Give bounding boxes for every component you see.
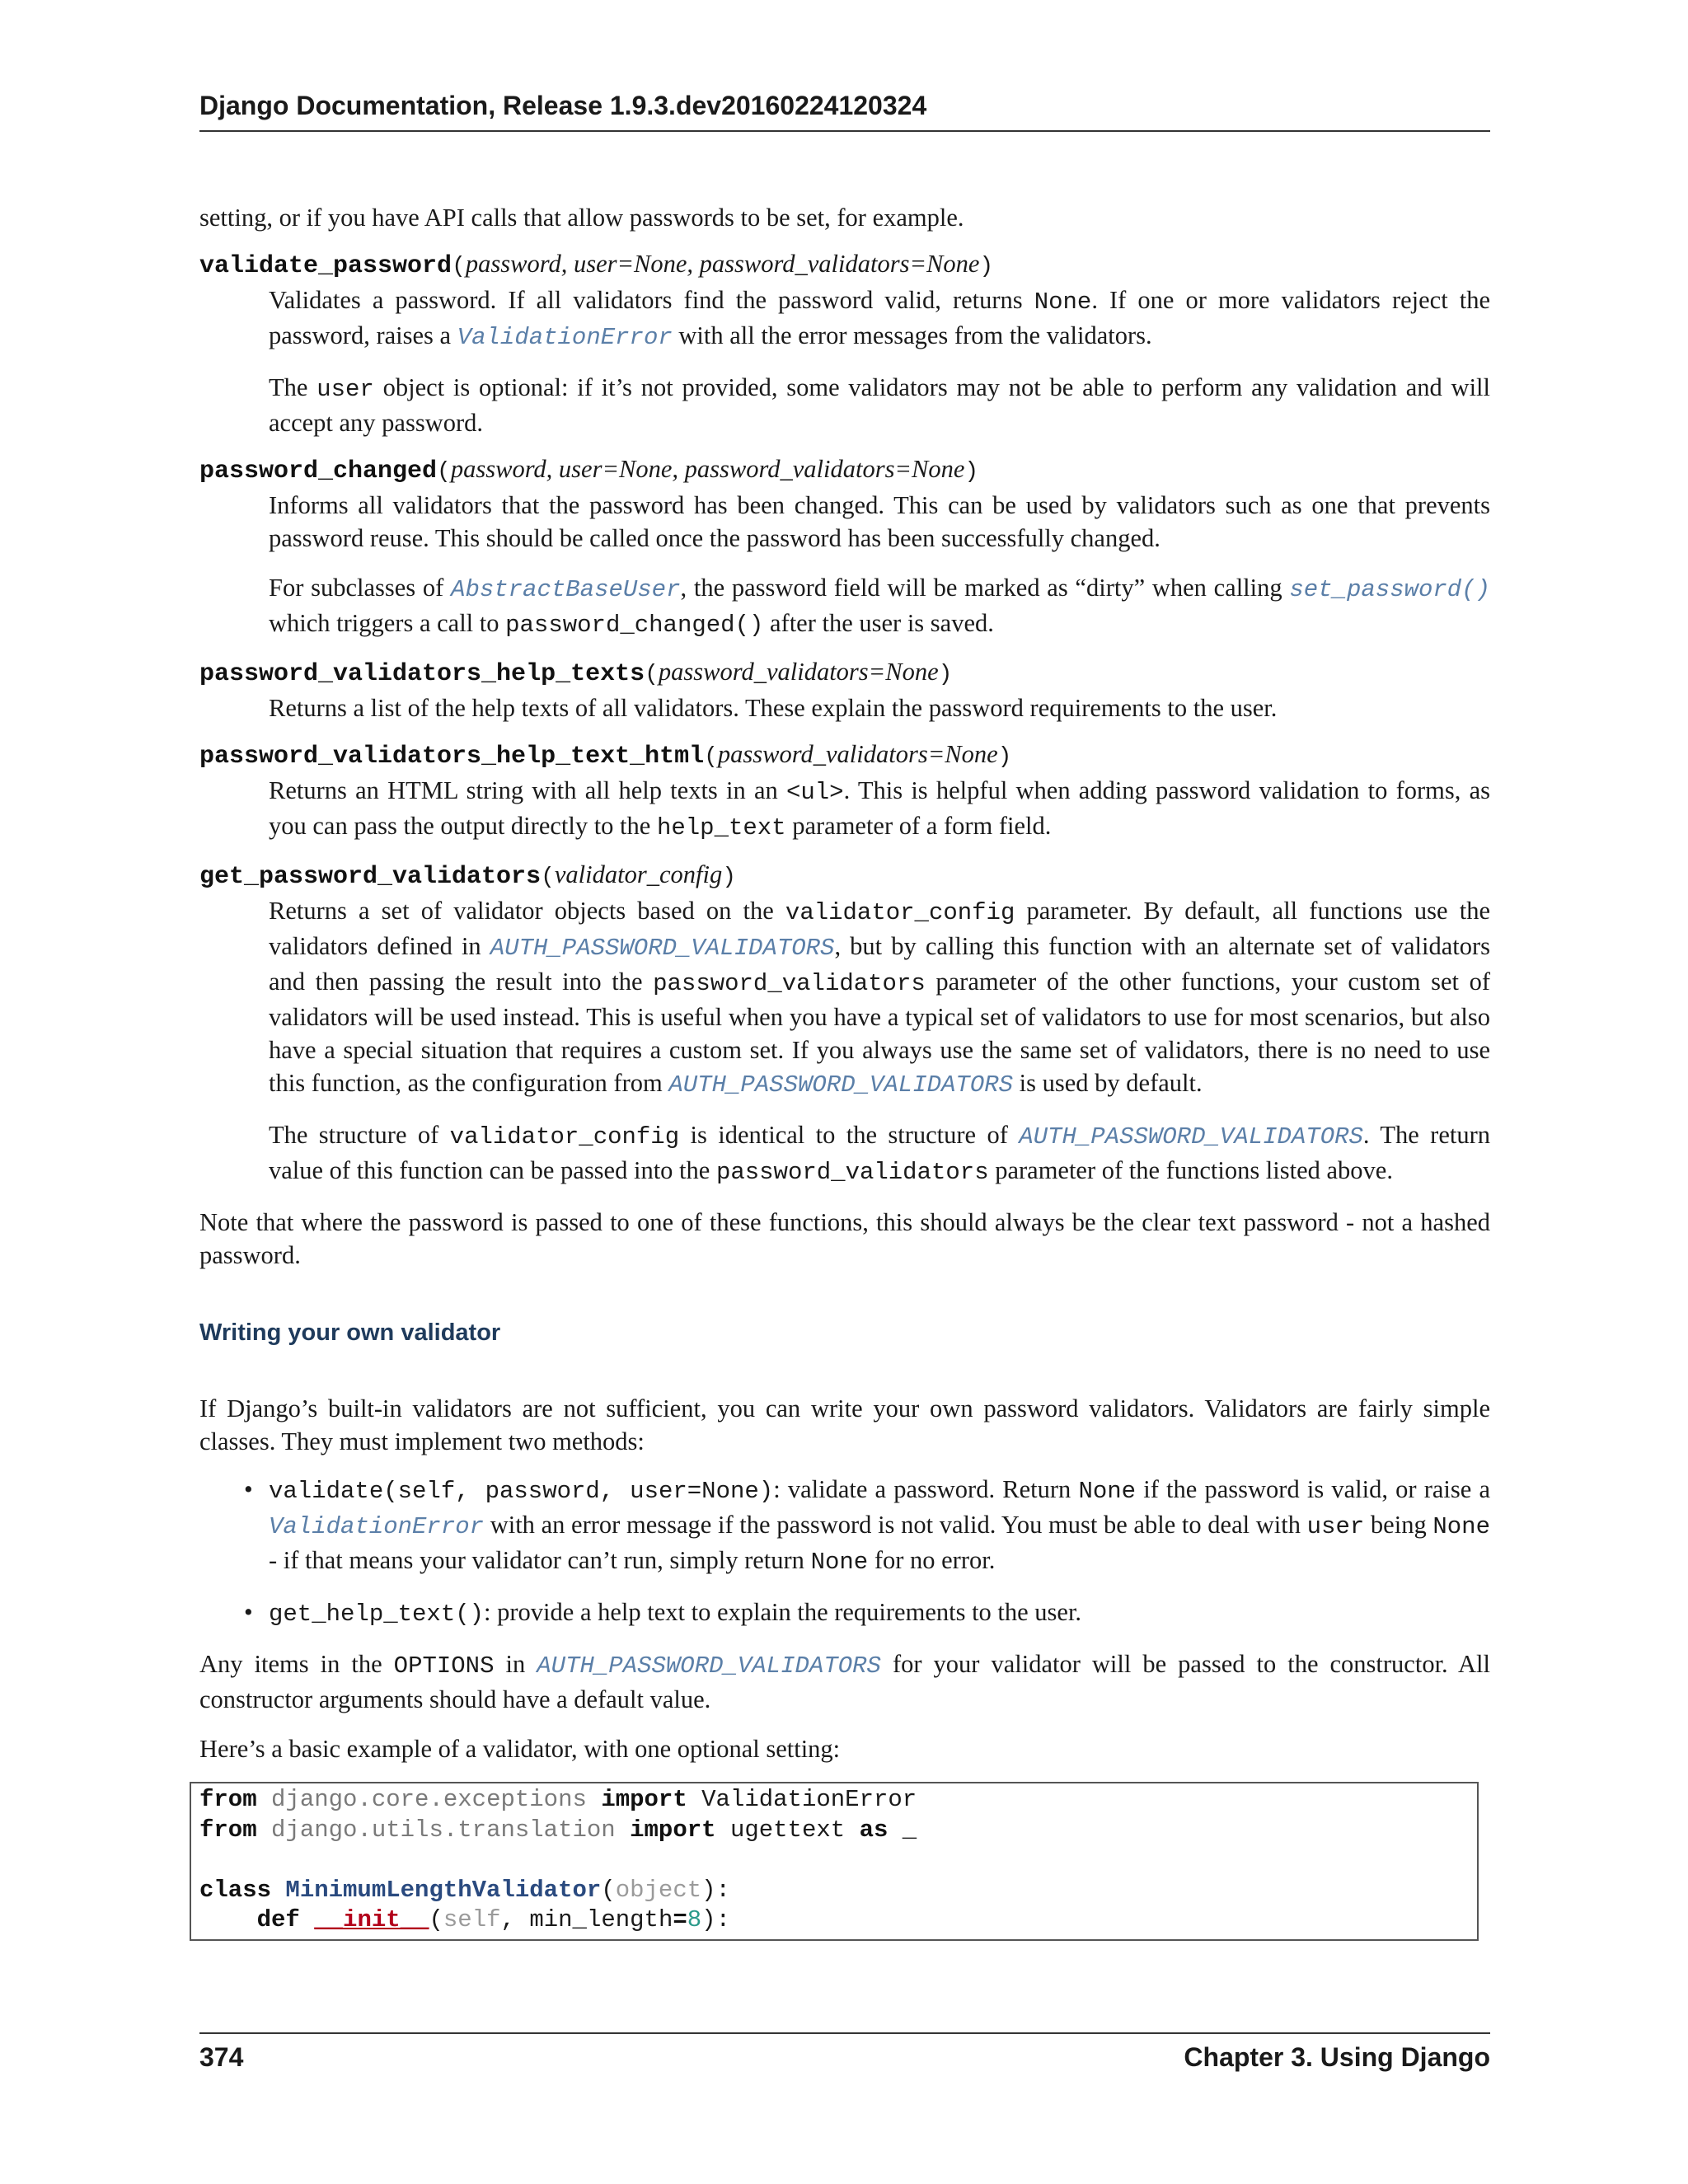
text: , but by calling this function with an alternate set of validators and then passing the result into the [269,932,1490,996]
options-paragraph [199,1647,1490,1716]
paragraph [269,371,1490,439]
section-intro: If Django’s built-in validators are not sufficient, you can write your own password validators. Validators are fairly simple classes. They must implement two methods: [199,1394,1490,1455]
text: for your validator will be passed to the constructor. All constructor arguments should have a default value. [199,1650,1490,1713]
inline-code: None [1078,1478,1137,1505]
link-abstract-base-user[interactable]: AbstractBaseUser [451,576,681,603]
paragraph [269,1118,1490,1189]
text: object is optional: if it’s not provided, some validators may not be able to perform any validation and will accept any password. [269,373,1490,437]
text: is used by default. [1013,1069,1203,1097]
func-password-changed [199,452,1490,642]
inline-code: validate(self, password, user=None) [269,1478,774,1505]
description [269,894,1490,1189]
inline-code: validator_config [449,1123,680,1151]
paragraph [269,284,1490,354]
text: with all the error messages from the validators. [672,321,1152,349]
text: if the password is valid, or raise a [1136,1475,1491,1503]
text: The structure of [269,1121,450,1149]
text: parameter. By default, all functions use the validators defined in [269,897,1490,960]
link-auth-password-validators[interactable]: AUTH_PASSWORD_VALIDATORS [537,1652,881,1680]
text: in [494,1650,537,1678]
inline-code: password_validators [653,970,926,997]
list-item [199,1473,1490,1579]
function-params: password_validators=None [717,740,998,768]
text: The [269,373,317,401]
document-page [199,0,1490,2184]
inline-code: None [810,1549,869,1576]
signature: get_password_validators(validator_config) [199,860,737,891]
text: parameter of the functions listed above. [988,1156,1393,1184]
code-keyword: class [199,1876,272,1904]
code-module: django.core.exceptions [271,1786,587,1813]
code-keyword: as [859,1816,889,1844]
method-list [199,1473,1490,1631]
paragraph: Informs all validators that the password has been changed. This can be used by validators such as one that prevents password reuse. This should be called once the password has been successfully changed. [269,491,1490,552]
paragraph [269,571,1490,642]
func-help-text-html [199,738,1490,845]
text: - if that means your validator can’t run, simply return [269,1546,811,1574]
code-module: django.utils.translation [271,1816,616,1844]
signature: validate_password(password, user=None, password_validators=None) [199,250,994,280]
signature: password_validators_help_text_html(password_validators=None) [199,740,1012,771]
func-validate-password [199,247,1490,439]
inline-code: password_validators [715,1159,989,1186]
code-function-name: __init__ [314,1906,429,1933]
running-header: Django Documentation, Release 1.9.3.dev20160224120324 [199,89,1490,132]
section-heading: Writing your own validator [199,1319,501,1346]
paragraph [269,1596,1490,1631]
code-keyword: import [630,1816,716,1844]
text: , the password field will be marked as “dirty” when calling [680,574,1290,602]
paragraph [269,1473,1490,1579]
code-keyword: def [256,1906,300,1933]
text: which triggers a call to [269,609,506,637]
link-set-password[interactable]: set_password() [1289,576,1491,603]
description [269,691,1490,724]
inline-code: help_text [656,814,786,841]
text: : provide a help text to explain the requirements to the user. [484,1598,1082,1626]
text: Any items in the [199,1650,394,1678]
function-params: password, user=None, password_validators=None [450,455,965,483]
link-validation-error[interactable]: ValidationError [457,324,673,351]
text: is identical to the structure of [679,1121,1020,1149]
note-text: Note that where the password is passed to one of these functions, this should always be the clear text password - not a hashed password. [199,1208,1490,1269]
text: . If one or more validators reject the password, raises a [269,286,1490,349]
function-name: password_validators_help_texts [199,660,645,688]
code-block: from django.core.exceptions import ValidationError from django.utils.translation import ugettext as _ class MinimumLengthValidator(object): def __init__(self, min_length=8): [190,1782,1479,1941]
code-name: _ [902,1816,917,1844]
text: Validates a password. If all validators find the password valid, returns [269,286,1034,314]
func-get-password-validators [199,858,1490,1189]
inline-code: user [1306,1513,1365,1540]
function-params: validator_config [554,860,723,888]
code-builtin: self [443,1906,501,1933]
description [269,774,1490,845]
text: For subclasses of [269,574,452,602]
inline-code: get_help_text() [269,1601,485,1628]
text: for no error. [868,1546,996,1574]
code-keyword: from [199,1816,257,1844]
text: parameter of the other functions, your custom set of validators will be used instead. This is useful when you have a typical set of validators to use for most scenarios, but also have a special situation that requires a custom set. If you always use the same set of validators, there is no need to use this function, as the configuration from [269,968,1491,1097]
code-builtin: object [615,1876,702,1904]
inline-code: <ul> [785,779,844,806]
signature: password_validators_help_texts(password_validators=None) [199,658,953,688]
description [269,284,1490,439]
function-name: validate_password [199,252,452,280]
text: being [1364,1511,1433,1539]
text: after the user is saved. [763,609,994,637]
function-params: password_validators=None [658,658,939,686]
link-auth-password-validators[interactable]: AUTH_PASSWORD_VALIDATORS [1019,1123,1363,1151]
paragraph [269,894,1490,1102]
code-name: ugettext [729,1816,846,1844]
code-number: 8 [687,1906,702,1933]
code-class-name: MinimumLengthValidator [285,1876,602,1904]
function-name: password_changed [199,457,438,485]
text: . This is helpful when adding password validation to forms, as you can pass the output directly to the [269,776,1490,840]
code-keyword: import [601,1786,687,1813]
page-number: 374 [199,2042,244,2072]
list-item [199,1596,1490,1631]
code-keyword: from [199,1786,257,1813]
inline-code: validator_config [785,899,1015,926]
text: . The return value of this function can be passed into the [269,1121,1490,1184]
signature: password_changed(password, user=None, password_validators=None) [199,455,979,485]
link-validation-error[interactable]: ValidationError [269,1513,485,1540]
inline-code: password_changed() [505,612,764,639]
example-intro: Here’s a basic example of a validator, with one optional setting: [199,1735,841,1763]
inline-code: user [316,376,374,403]
link-auth-password-validators[interactable]: AUTH_PASSWORD_VALIDATORS [490,935,835,962]
description [269,489,1490,642]
paragraph: Returns a list of the help texts of all validators. These explain the password requirements to the user. [269,694,1278,722]
func-help-texts [199,655,1490,724]
chapter-title: Chapter 3. Using Django [1184,2042,1490,2072]
intro-text: setting, or if you have API calls that allow passwords to be set, for example. [199,204,964,232]
inline-code: None [1432,1513,1490,1540]
inline-code: None [1034,288,1092,316]
text: with an error message if the password is not valid. You must be able to deal with [484,1511,1307,1539]
text: Returns a set of validator objects based on the [269,897,785,925]
bullet: • [244,1475,253,1503]
text: Returns an HTML string with all help texts in an [269,776,786,804]
function-params: password, user=None, password_validators=None [465,250,980,278]
code-name: min_length [529,1906,673,1933]
function-name: get_password_validators [199,863,542,891]
text: parameter of a form field. [785,812,1052,840]
code-name: ValidationError [701,1786,917,1813]
function-name: password_validators_help_text_html [199,743,705,771]
page-body [199,201,1490,1941]
text: : validate a password. Return [773,1475,1079,1503]
paragraph [269,774,1490,845]
running-footer [199,2032,1490,2074]
inline-code: OPTIONS [393,1652,495,1680]
bullet: • [244,1598,253,1626]
link-auth-password-validators[interactable]: AUTH_PASSWORD_VALIDATORS [668,1071,1014,1099]
